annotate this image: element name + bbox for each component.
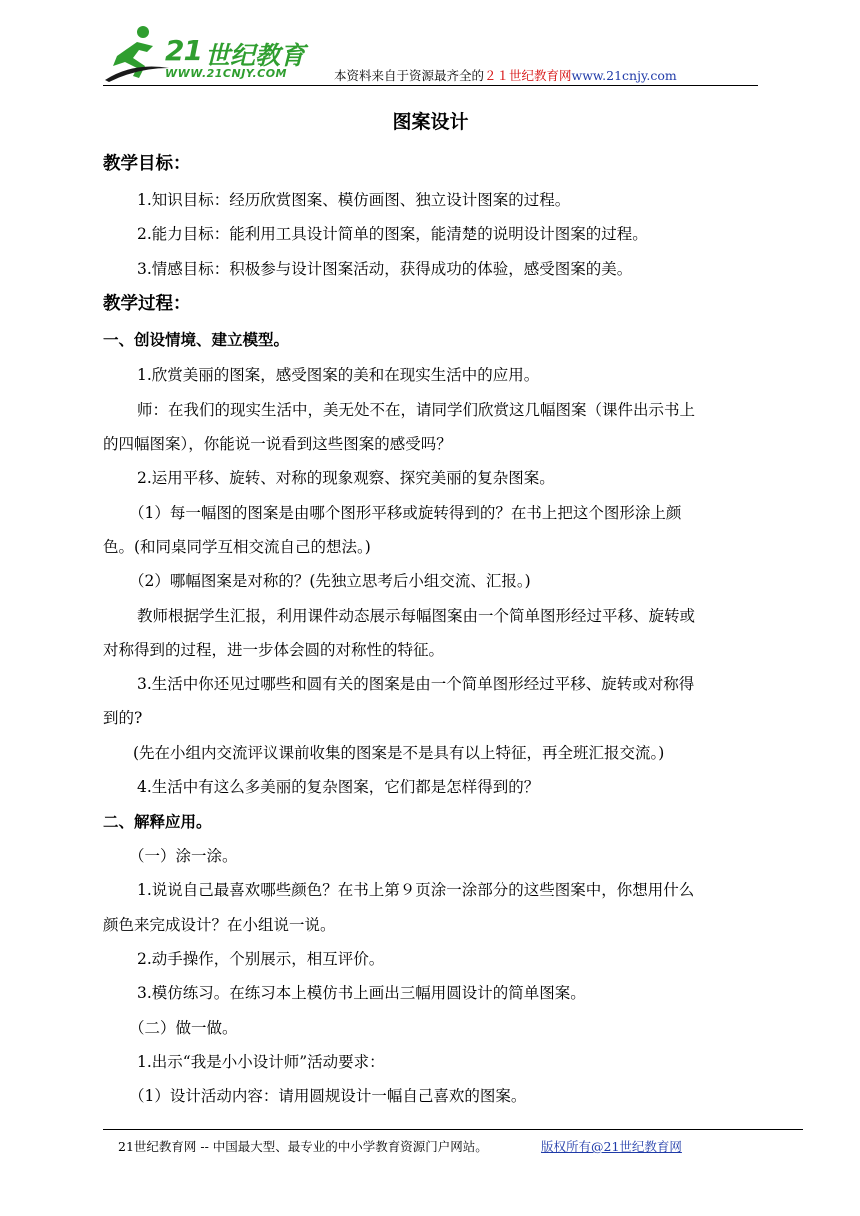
page-header	[103, 22, 758, 86]
paragraph: 颜色来完成设计？在小组说一说。	[103, 916, 336, 934]
logo-text: 世纪教育	[205, 41, 306, 70]
goal-item: 2.能力目标：能利用工具设计简单的图案，能清楚的说明设计图案的过程。	[137, 225, 648, 243]
header-note-prefix: 本资料来自于资源最齐全的	[334, 68, 485, 83]
site-logo[interactable]	[103, 22, 313, 84]
footer-text: 21世纪教育网 -- 中国最大型、最专业的中小学教育资源门户网站。	[118, 1139, 488, 1154]
section-heading: 二、解释应用。	[103, 813, 212, 831]
paragraph: 1.出示“我是小小设计师”活动要求：	[137, 1053, 385, 1071]
goals-heading: 教学目标：	[103, 154, 191, 174]
paragraph: （1）每一幅图的图案是由哪个图形平移或旋转得到的？在书上把这个图形涂上颜	[129, 504, 682, 522]
paragraph: 4.生活中有这么多美丽的复杂图案，它们都是怎样得到的？	[137, 778, 540, 796]
paragraph: 3.生活中你还见过哪些和圆有关的图案是由一个简单图形经过平移、旋转或对称得	[137, 675, 695, 693]
paragraph: 到的?	[103, 709, 143, 727]
header-divider	[103, 85, 758, 86]
logo-number: 21	[165, 34, 202, 67]
goal-item: 1.知识目标：经历欣赏图案、模仿画图、独立设计图案的过程。	[137, 191, 571, 209]
paragraph: 教师根据学生汇报，利用课件动态展示每幅图案由一个简单图形经过平移、旋转或	[137, 607, 696, 625]
paragraph: 的四幅图案），你能说一说看到这些图案的感受吗？	[103, 435, 452, 453]
paragraph: 对称得到的过程，进一步体会圆的对称性的特征。	[103, 641, 445, 659]
footer-copyright-link[interactable]: 版权所有@21世纪教育网	[541, 1139, 682, 1154]
paragraph: 3.模仿练习。在练习本上模仿书上画出三幅用圆设计的简单图案。	[137, 984, 586, 1002]
paragraph: 1.欣赏美丽的图案，感受图案的美和在现实生活中的应用。	[137, 366, 540, 384]
header-site-link[interactable]: ２１世纪教育网	[484, 68, 572, 83]
header-source-note	[334, 66, 677, 84]
logo-url: WWW.21CNJY.COM	[165, 67, 287, 80]
goal-item: 3.情感目标：积极参与设计图案活动，获得成功的体验，感受图案的美。	[137, 260, 633, 278]
paragraph: （二）做一做。	[129, 1019, 238, 1037]
footer-divider	[103, 1129, 803, 1130]
paragraph: （2）哪幅图案是对称的？(先独立思考后小组交流、汇报。)	[129, 572, 531, 590]
paragraph: 2.动手操作，个别展示，相互评价。	[137, 950, 385, 968]
paragraph: 2.运用平移、旋转、对称的现象观察、探究美丽的复杂图案。	[137, 469, 555, 487]
section-heading: 一、创设情境、建立模型。	[103, 331, 290, 349]
paragraph: (先在小组内交流评议课前收集的图案是不是具有以上特征，再全班汇报交流。)	[133, 744, 665, 762]
paragraph: 色。(和同桌同学互相交流自己的想法。)	[103, 538, 371, 556]
page-title: 图案设计	[392, 111, 469, 133]
paragraph: 师：在我们的现实生活中，美无处不在，请同学们欣赏这几幅图案（课件出示书上	[137, 401, 696, 419]
runner-logo-icon	[103, 22, 173, 84]
paragraph: （1）设计活动内容：请用圆规设计一幅自己喜欢的图案。	[129, 1087, 527, 1105]
paragraph: 1.说说自己最喜欢哪些颜色？在书上第９页涂一涂部分的这些图案中，你想用什么	[137, 881, 695, 899]
header-url-link[interactable]: www.21cnjy.com	[571, 68, 677, 83]
paragraph: （一）涂一涂。	[129, 847, 238, 865]
process-heading: 教学过程：	[103, 294, 191, 314]
